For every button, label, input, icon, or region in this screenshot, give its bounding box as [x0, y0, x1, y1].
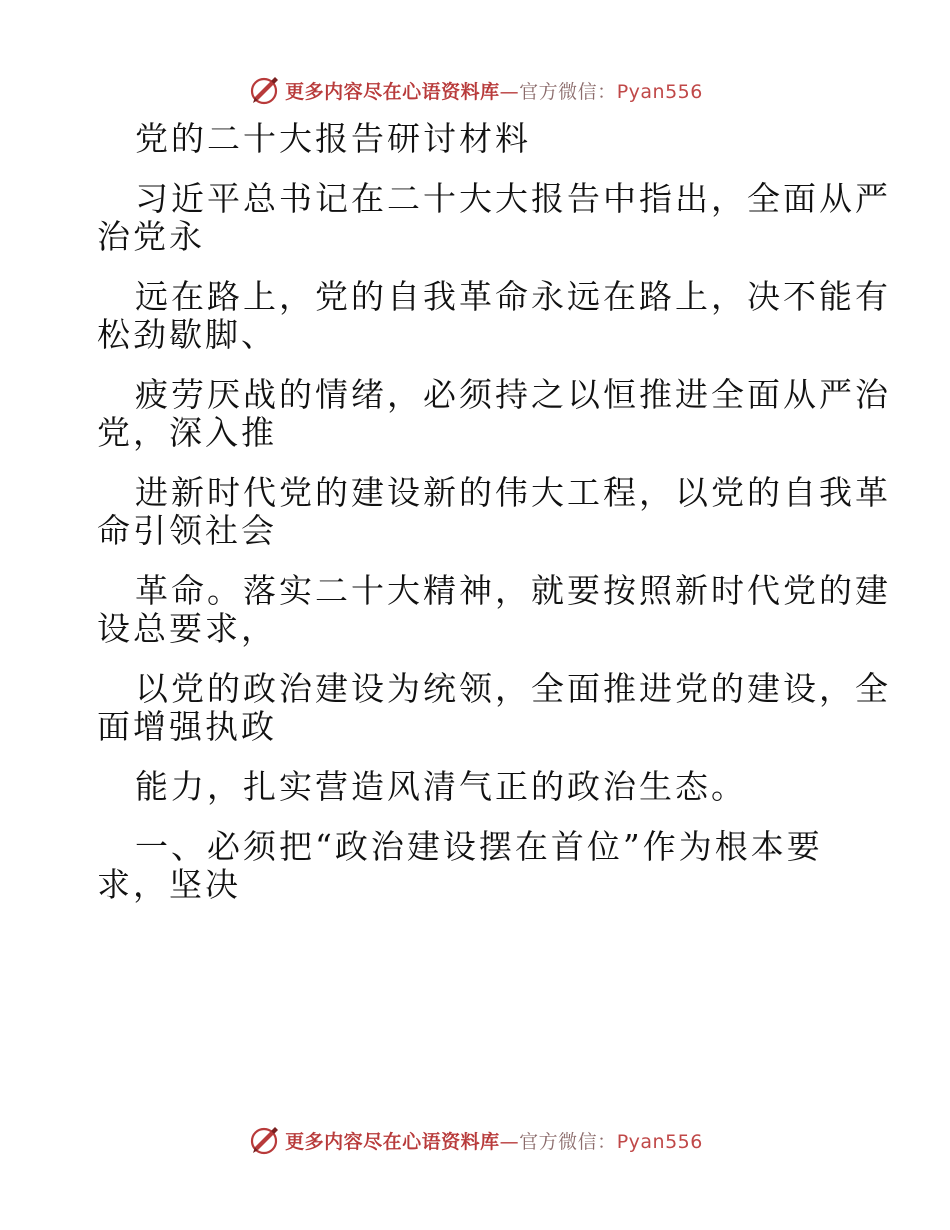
watermark-prefix: 官方微信：	[519, 80, 617, 103]
paragraph-line: 能力，扎实营造风清气正的政治生态。	[135, 767, 747, 806]
paragraph-line: 远在路上，党的自我革命永远在路上，决不能有	[135, 277, 891, 316]
watermark-banner-top	[0, 70, 950, 110]
paragraph-line: 面增强执政	[97, 707, 277, 746]
watermark-text	[285, 1127, 703, 1154]
paragraph-line: 松劲歇脚、	[97, 315, 277, 354]
paragraph-line: 治党永	[97, 217, 205, 256]
watermark-text	[285, 77, 703, 104]
paragraph-line: 进新时代党的建设新的伟大工程，以党的自我革	[135, 473, 891, 512]
watermark-banner-content	[247, 1123, 703, 1157]
paragraph-line: 党，深入推	[97, 413, 277, 452]
watermark-prefix: 官方微信：	[519, 1130, 617, 1153]
pen-logo-icon	[247, 1123, 281, 1157]
paragraph-line: 命引领社会	[97, 511, 277, 550]
watermark-banner-content	[247, 73, 703, 107]
watermark-main: 更多内容尽在心语资料库	[285, 1130, 500, 1153]
paragraph-line: 求，坚决	[97, 865, 241, 904]
document-title: 党的二十大报告研讨材料	[135, 119, 531, 158]
watermark-dash: —	[499, 1130, 520, 1153]
pen-logo-icon	[247, 73, 281, 107]
paragraph-line: 疲劳厌战的情绪，必须持之以恒推进全面从严治	[135, 375, 891, 414]
watermark-banner-bottom	[0, 1120, 950, 1160]
document-body	[97, 119, 891, 904]
paragraph-line: 设总要求，	[97, 609, 277, 648]
paragraph-line: 革命。落实二十大精神，就要按照新时代党的建	[135, 571, 891, 610]
section-heading: 一、必须把“政治建设摆在首位”作为根本要	[135, 827, 823, 866]
paragraph-line: 习近平总书记在二十大大报告中指出，全面从严	[135, 179, 891, 218]
watermark-dash: —	[499, 80, 520, 103]
watermark-main: 更多内容尽在心语资料库	[285, 80, 500, 103]
watermark-id: Pyan556	[616, 1130, 703, 1153]
paragraph-line: 以党的政治建设为统领，全面推进党的建设，全	[135, 669, 891, 708]
watermark-id: Pyan556	[616, 80, 703, 103]
